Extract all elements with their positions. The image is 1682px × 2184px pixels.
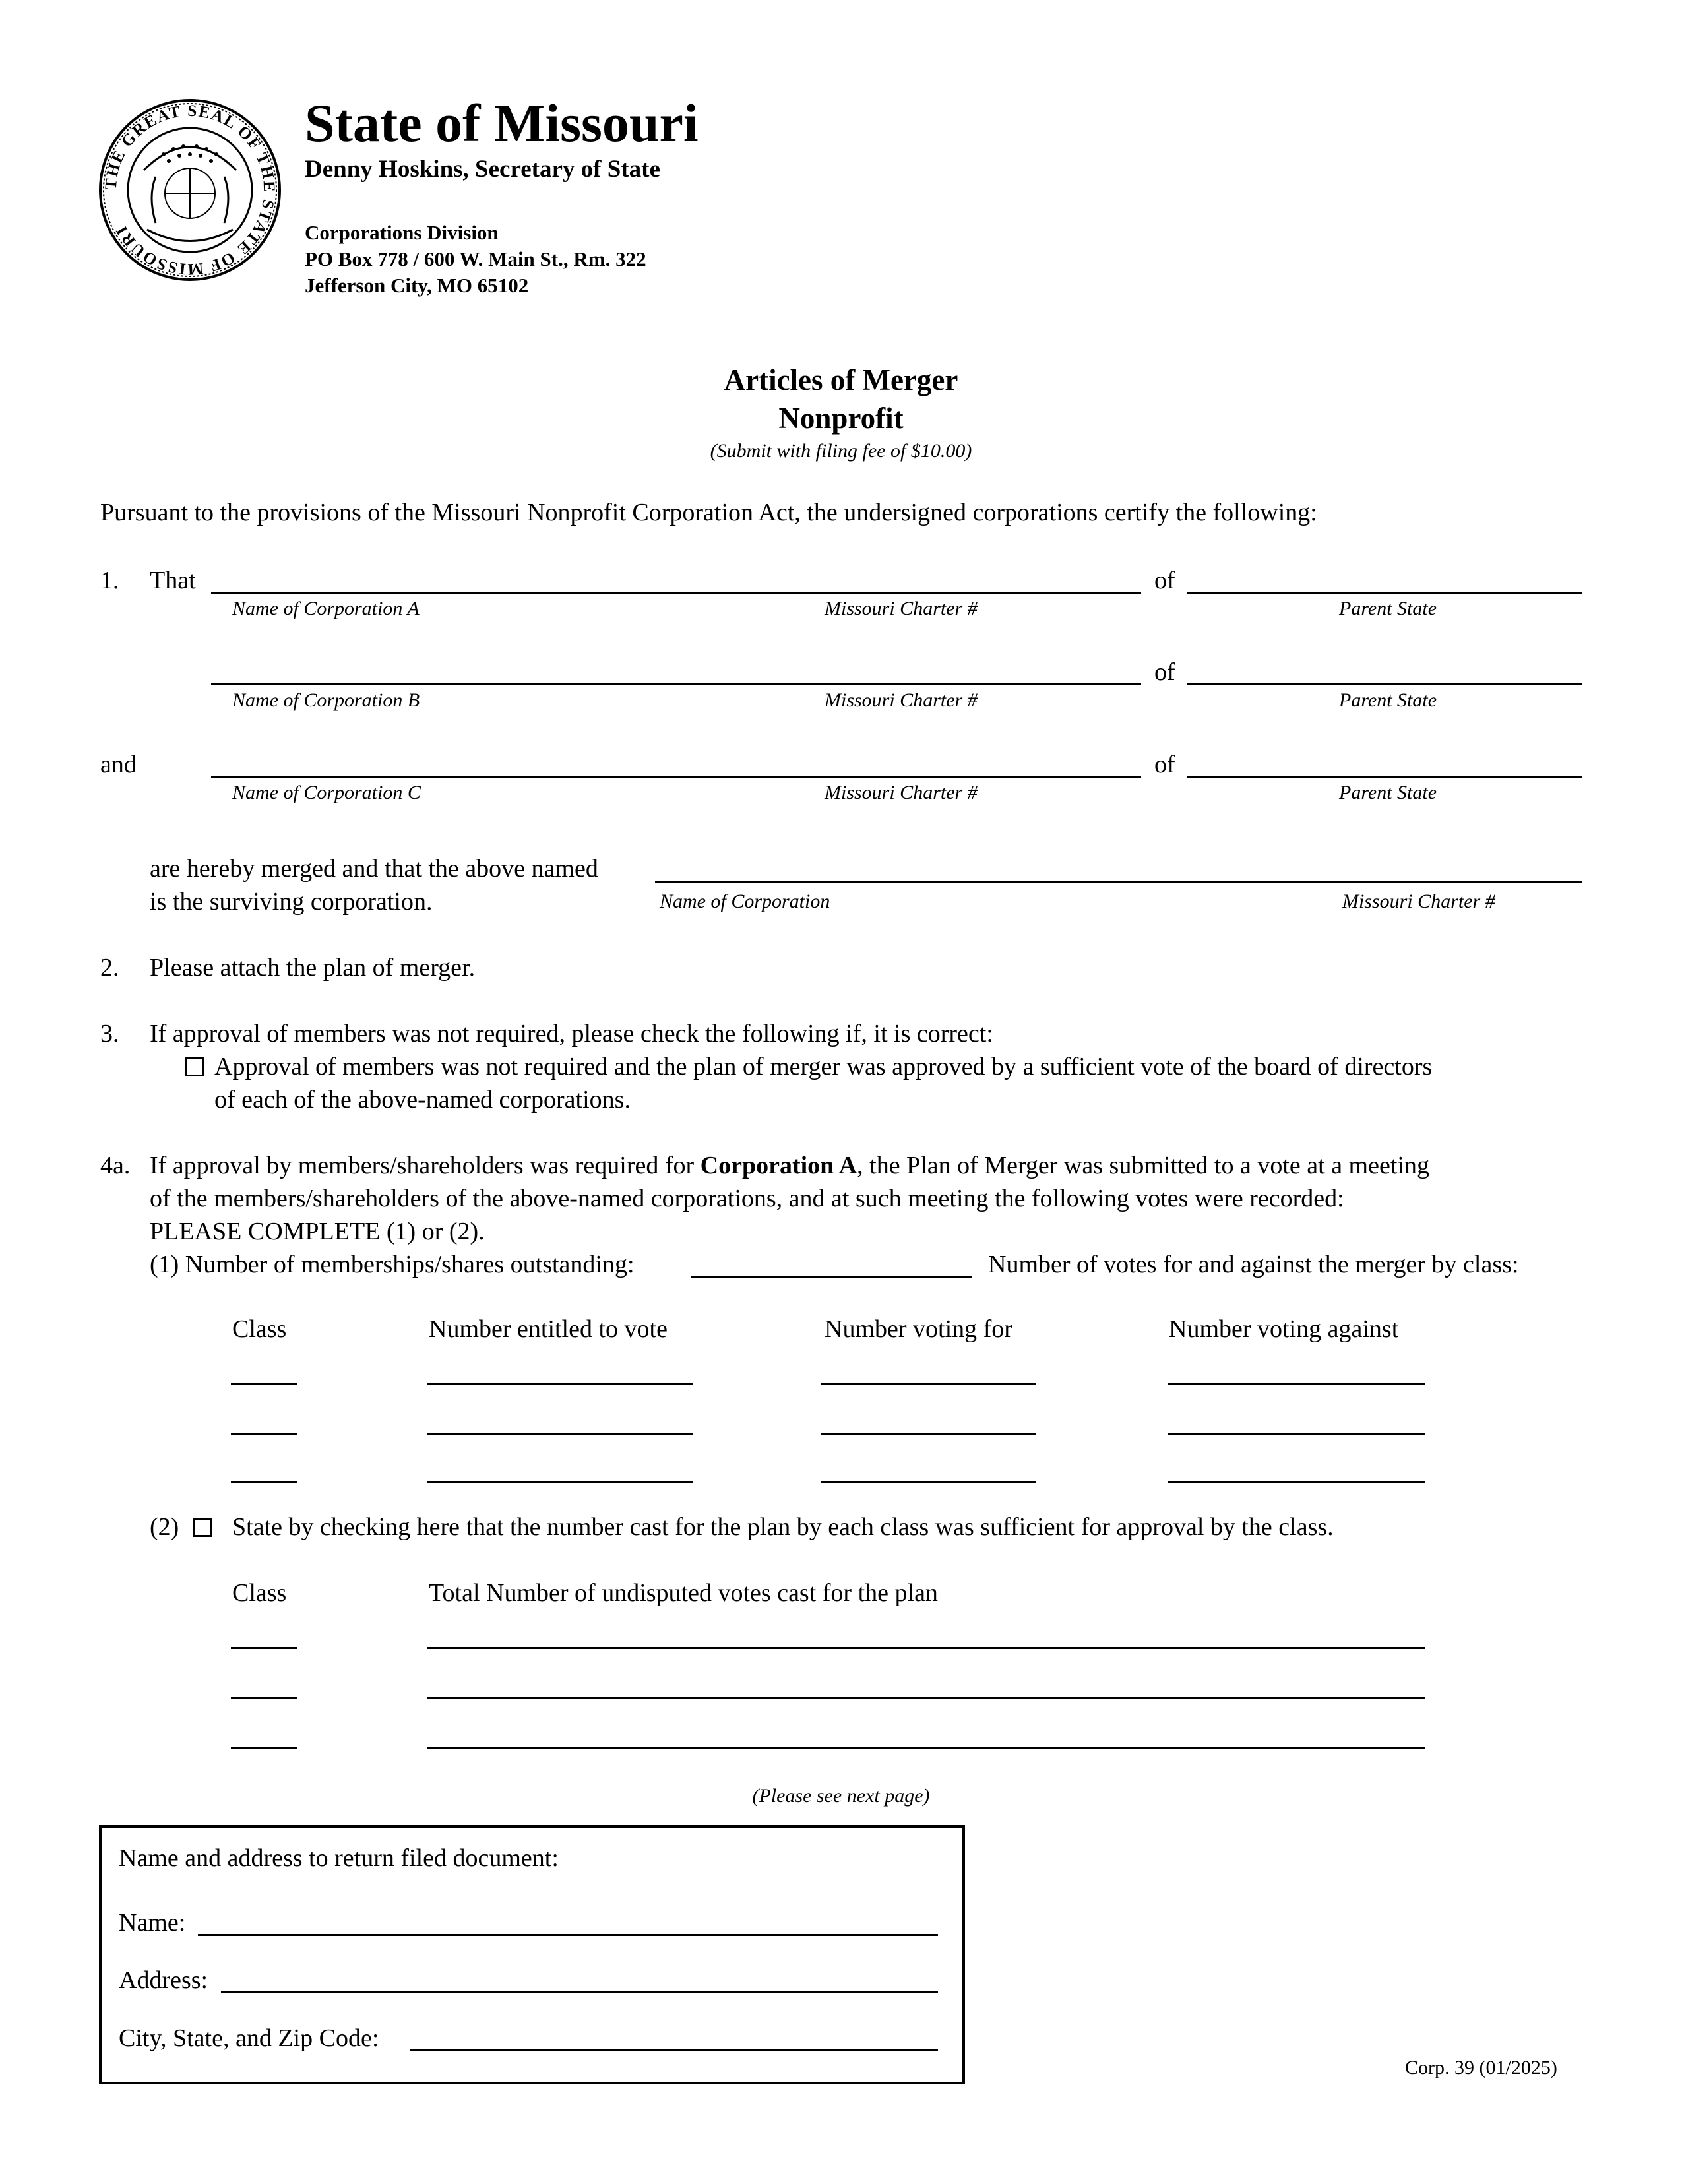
surviving-corp-name-label: Name of Corporation: [660, 890, 830, 912]
col-class-header: Class: [232, 1315, 287, 1343]
option-2-number: (2): [150, 1513, 179, 1541]
corp-c-parent-state-label: Parent State: [1339, 782, 1437, 803]
section-2-number: 2.: [100, 954, 119, 982]
opt1-row3-entitled-field[interactable]: [427, 1481, 693, 1483]
surviving-text: is the surviving corporation.: [150, 888, 433, 916]
section-3-number: 3.: [100, 1020, 119, 1047]
merged-text: are hereby merged and that the above named: [150, 855, 598, 883]
opt1-row2-against-field[interactable]: [1168, 1433, 1425, 1435]
state-title: State of Missouri: [305, 93, 699, 153]
corp-c-parent-state-field[interactable]: [1187, 776, 1582, 778]
opt2-row3-total-field[interactable]: [427, 1747, 1425, 1749]
fee-note: (Submit with filing fee of $10.00): [710, 440, 972, 462]
address-line-1: PO Box 778 / 600 W. Main St., Rm. 322: [305, 247, 646, 270]
section-3-checkbox-line-1: Approval of members was not required and the plan of merger was approved by a sufficient vote of the board of directors: [214, 1053, 1433, 1080]
opt2-row1-class-field[interactable]: [231, 1647, 297, 1649]
corp-c-charter-label: Missouri Charter #: [825, 782, 978, 803]
corp-a-parent-state-label: Parent State: [1339, 598, 1437, 619]
shares-outstanding-field[interactable]: [691, 1276, 972, 1278]
form-title: Articles of Merger: [724, 363, 958, 396]
corp-c-name-label: Name of Corporation C: [232, 782, 421, 803]
section-4a-line-2: of the members/shareholders of the above-named corporations, and at such meeting the following votes were recorded:: [150, 1185, 1344, 1212]
section-3-checkbox-line-2: of each of the above-named corporations.: [214, 1086, 631, 1113]
opt1-row2-class-field[interactable]: [231, 1433, 297, 1435]
sufficient-votes-checkbox[interactable]: [193, 1518, 212, 1537]
return-city-label: City, State, and Zip Code:: [119, 2024, 379, 2052]
corp-a-charter-label: Missouri Charter #: [825, 598, 978, 619]
return-city-field[interactable]: [410, 2049, 938, 2051]
corp-b-charter-label: Missouri Charter #: [825, 689, 978, 711]
opt1-row1-entitled-field[interactable]: [427, 1383, 693, 1385]
corp-b-parent-state-field[interactable]: [1187, 683, 1582, 685]
section-4a-line-1: [150, 1151, 1429, 1180]
corp-a-parent-state-field[interactable]: [1187, 592, 1582, 594]
section-4a-line-3: PLEASE COMPLETE (1) or (2).: [150, 1218, 485, 1245]
col-against-header: Number voting against: [1169, 1315, 1399, 1343]
col-for-header: Number voting for: [825, 1315, 1012, 1343]
corp-a-name-field[interactable]: [211, 592, 1141, 594]
opt1-row3-for-field[interactable]: [821, 1481, 1036, 1483]
and-label: and: [100, 751, 137, 778]
division-name: Corporations Division: [305, 221, 499, 244]
opt1-row2-entitled-field[interactable]: [427, 1433, 693, 1435]
opt2-row2-class-field[interactable]: [231, 1697, 297, 1699]
option-2-text: State by checking here that the number cast for the plan by each class was sufficient for approval by the class.: [232, 1513, 1334, 1541]
return-address-label: Address:: [119, 1966, 208, 1994]
of-label-a: of: [1154, 567, 1175, 594]
form-subtitle: Nonprofit: [778, 402, 904, 435]
opt2-row2-total-field[interactable]: [427, 1697, 1425, 1699]
address-line-2: Jefferson City, MO 65102: [305, 274, 529, 297]
see-next-page-note: (Please see next page): [752, 1785, 930, 1807]
opt2-row3-class-field[interactable]: [231, 1747, 297, 1749]
col-class-header-2: Class: [232, 1579, 287, 1607]
col-entitled-header: Number entitled to vote: [429, 1315, 668, 1343]
opt1-row1-for-field[interactable]: [821, 1383, 1036, 1385]
section-4a-line-1-post: , the Plan of Merger was submitted to a vote at a meeting: [857, 1152, 1429, 1179]
return-name-label: Name:: [119, 1909, 186, 1937]
surviving-corp-field[interactable]: [655, 881, 1582, 883]
corp-c-name-field[interactable]: [211, 776, 1141, 778]
secretary-name: Denny Hoskins, Secretary of State: [305, 156, 660, 183]
opt1-row1-against-field[interactable]: [1168, 1383, 1425, 1385]
corporation-a-bold: Corporation A: [700, 1152, 857, 1179]
form-code: Corp. 39 (01/2025): [1405, 2057, 1557, 2078]
return-box-title: Name and address to return filed document:: [119, 1844, 559, 1872]
section-1-number: 1.: [100, 567, 119, 594]
surviving-corp-charter-label: Missouri Charter #: [1342, 890, 1495, 912]
opt1-row1-class-field[interactable]: [231, 1383, 297, 1385]
col-total-header: Total Number of undisputed votes cast for the plan: [429, 1579, 938, 1607]
section-2-text: Please attach the plan of merger.: [150, 954, 476, 982]
corp-b-parent-state-label: Parent State: [1339, 689, 1437, 711]
return-name-field[interactable]: [198, 1934, 938, 1936]
of-label-b: of: [1154, 658, 1175, 686]
opt1-row3-class-field[interactable]: [231, 1481, 297, 1483]
seal-text: THE GREAT SEAL OF THE STATE OF MISSOURI: [102, 102, 278, 278]
members-not-required-checkbox[interactable]: [185, 1057, 204, 1076]
return-address-field[interactable]: [221, 1991, 938, 1993]
section-4a-line-1-pre: If approval by members/shareholders was required for: [150, 1152, 701, 1179]
opt1-row3-against-field[interactable]: [1168, 1481, 1425, 1483]
opt1-row2-for-field[interactable]: [821, 1433, 1036, 1435]
that-label: That: [150, 567, 196, 594]
option-1-text: (1) Number of memberships/shares outstanding:: [150, 1251, 635, 1278]
section-3-text: If approval of members was not required, please check the following if, it is correct:: [150, 1020, 993, 1047]
section-4a-number: 4a.: [100, 1152, 131, 1179]
corp-a-name-label: Name of Corporation A: [232, 598, 420, 619]
opt2-row1-total-field[interactable]: [427, 1647, 1425, 1649]
state-seal: [98, 98, 282, 282]
intro-text: Pursuant to the provisions of the Missouri Nonprofit Corporation Act, the undersigned corporations certify the following:: [100, 499, 1317, 526]
of-label-c: of: [1154, 751, 1175, 778]
corp-b-name-label: Name of Corporation B: [232, 689, 420, 711]
option-1-right-text: Number of votes for and against the merger by class:: [988, 1251, 1519, 1278]
corp-b-name-field[interactable]: [211, 683, 1141, 685]
